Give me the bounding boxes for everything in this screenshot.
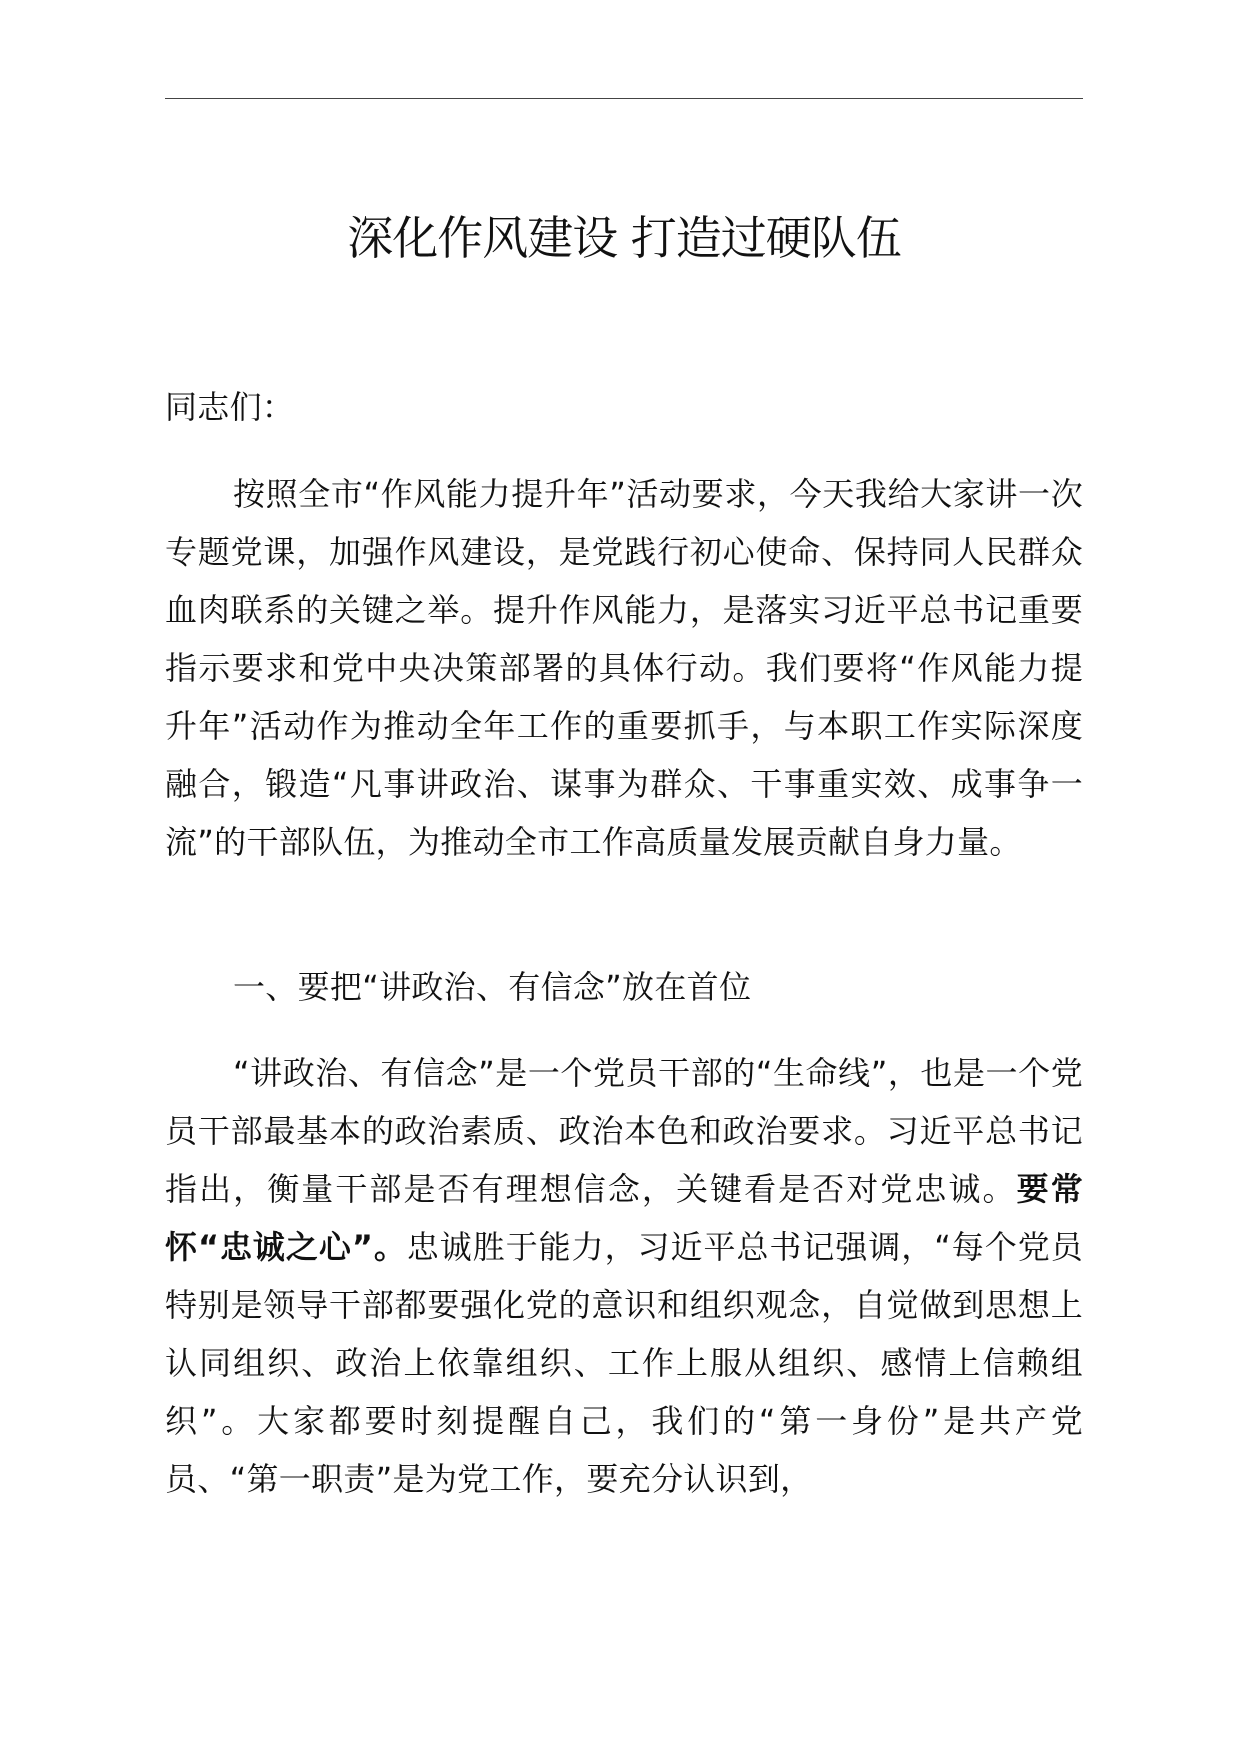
bold-emphasis: 要常怀“忠诚之心”。 bbox=[165, 1170, 1083, 1266]
document-title: 深化作风建设 打造过硬队伍 bbox=[347, 211, 901, 265]
header-rule bbox=[165, 98, 1083, 99]
paragraph-text-part2: 忠诚胜于能力，习近平总书记强调，“每个党员特别是领导干部都要强化党的意识和组织观念，自觉做到思想上认同组织、政治上依靠组织、工作上服从组织、感情上信赖组织”。大家都要时刻提醒自己，我们的“第一身份”是共产党员、“第一职责”是为党工作，要充分认识到， bbox=[165, 1228, 1083, 1498]
section-heading-1: 一、要把“讲政治、有信念”放在首位 bbox=[233, 968, 752, 1006]
paragraph-text-part1: “讲政治、有信念”是一个党员干部的“生命线”，也是一个党员干部最基本的政治素质、政治本色和政治要求。习近平总书记指出，衡量干部是否有理想信念，关键看是否对党忠诚。 bbox=[165, 1054, 1083, 1208]
salutation: 同志们： bbox=[165, 388, 295, 426]
section-1-paragraph bbox=[165, 1044, 1083, 1508]
intro-paragraph: 按照全市“作风能力提升年”活动要求，今天我给大家讲一次专题党课，加强作风建设，是党践行初心使命、保持同人民群众血肉联系的关键之举。提升作风能力，是落实习近平总书记重要指示要求和党中央决策部署的具体行动。我们要将“作风能力提升年”活动作为推动全年工作的重要抓手，与本职工作实际深度融合，锻造“凡事讲政治、谋事为群众、干事重实效、成事争一流”的干部队伍，为推动全市工作高质量发展贡献自身力量。 bbox=[165, 475, 1083, 861]
